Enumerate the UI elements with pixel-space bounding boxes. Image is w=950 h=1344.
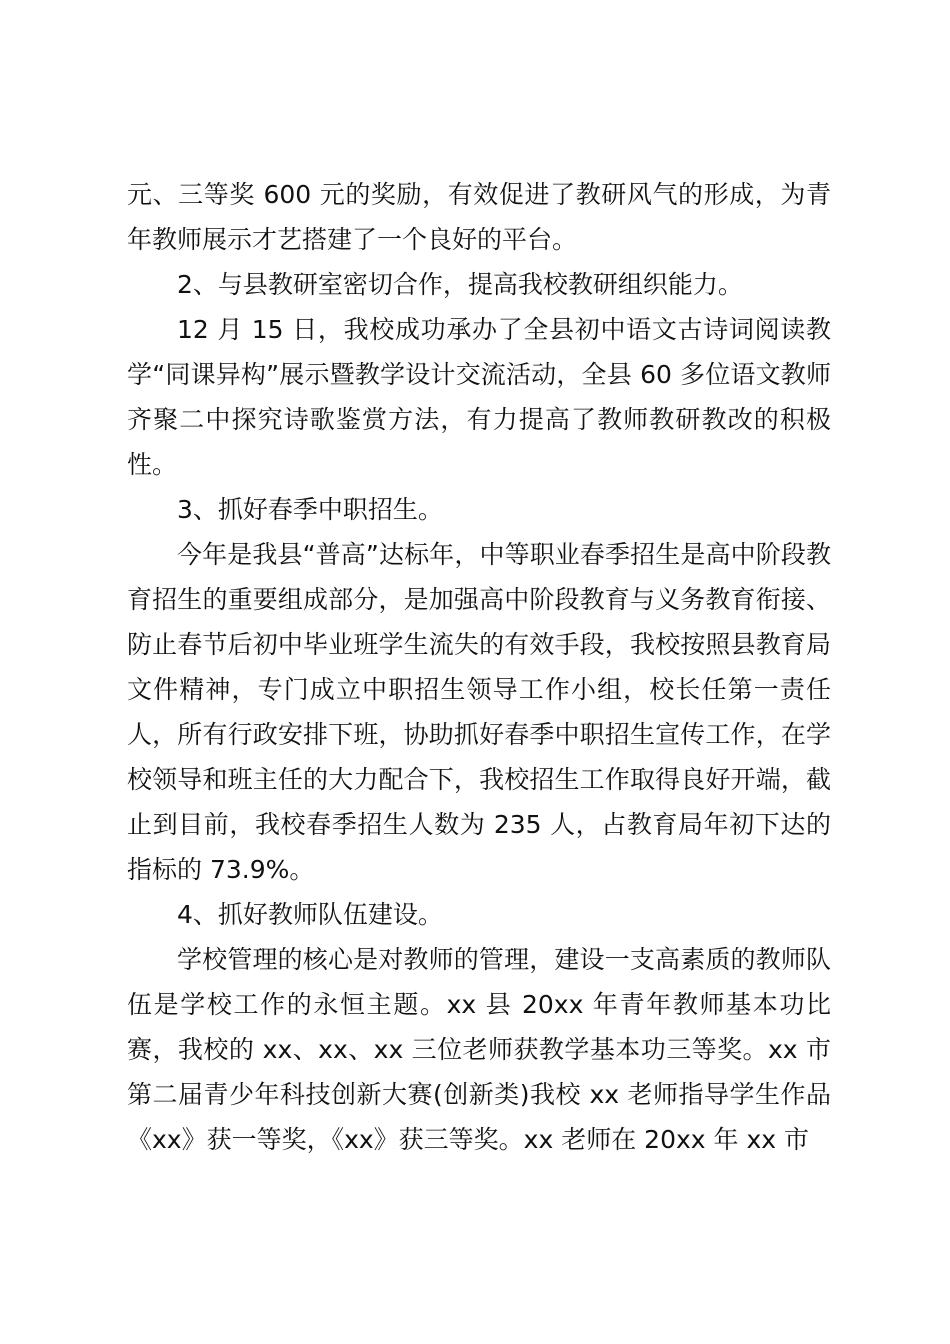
heading-item-2: 2、与县教研室密切合作，提高我校教研组织能力。: [177, 270, 743, 299]
paragraph-award-continuation: 元、三等奖 600 元的奖励，有效促进了教研风气的形成，为青年教师展示才艺搭建了一个良好的平台。: [127, 180, 831, 254]
paragraph-teacher-team: 学校管理的核心是对教师的管理，建设一支高素质的教师队伍是学校工作的永恒主题。xx 县 20xx 年青年教师基本功比赛，我校的 xx、xx、xx 三位老师获教学基本功三等奖。xx 市第二届青少年科技创新大赛(创新类)我校 xx 老师指导学生作品《xx》获一等奖，《xx》获三等奖。xx 老师在 20xx 年 xx 市: [127, 945, 831, 1154]
paragraph-enrollment: 今年是我县“普高”达标年，中等职业春季招生是高中阶段教育招生的重要组成部分，是加强高中阶段教育与义务教育衔接、防止春节后初中毕业班学生流失的有效手段，我校按照县教育局文件精神，专门成立中职招生领导工作小组，校长任第一责任人，所有行政安排下班，协助抓好春季中职招生宣传工作，在学校领导和班主任的大力配合下，我校招生工作取得良好开端，截止到目前，我校春季招生人数为 235 人，占教育局年初下达的指标的 73.9%。: [127, 540, 831, 884]
paragraph-teaching-event: 12 月 15 日，我校成功承办了全县初中语文古诗词阅读教学“同课异构”展示暨教学设计交流活动，全县 60 多位语文教师齐聚二中探究诗歌鉴赏方法，有力提高了教师教研教改的积极性。: [127, 315, 831, 479]
document-body: [127, 172, 831, 1162]
heading-item-4: 4、抓好教师队伍建设。: [177, 900, 443, 929]
heading-item-3: 3、抓好春季中职招生。: [177, 495, 443, 524]
